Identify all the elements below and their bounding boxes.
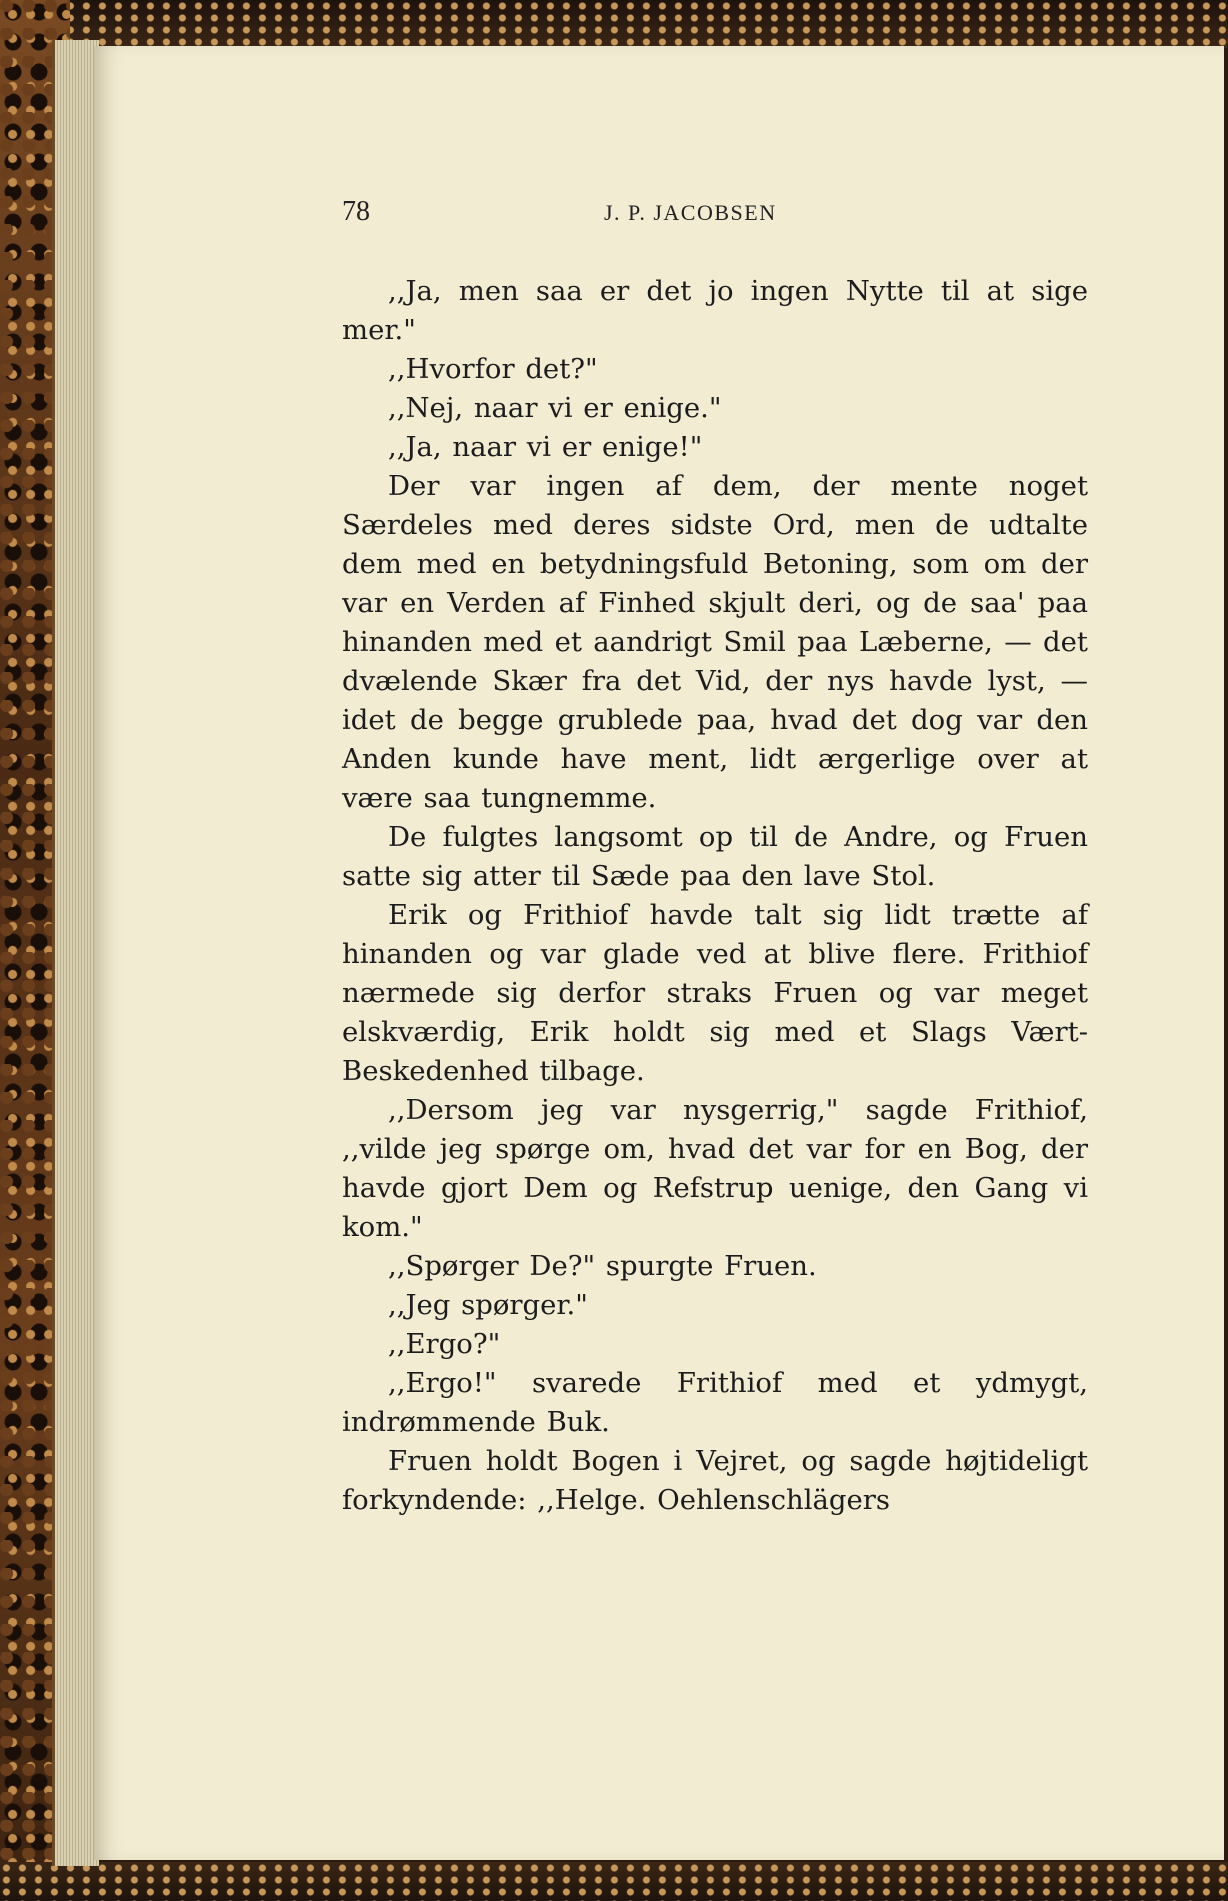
paragraph: ,,Ergo?" (388, 1328, 501, 1360)
body-text (342, 272, 1088, 1520)
paragraph: Der var ingen af dem, der mente noget Særdeles med deres sidste Ord, men de udtalte dem med en betydningsfuld Betoning, som om der var en Verden af Finhed skjult deri, og de saa' paa hinanden med et aandrigt Smil paa Læberne, — det dvælende Skær fra det Vid, der nys havde lyst, — idet de begge grublede paa, hvad det dog var den Anden kunde have ment, lidt ærgerlige over at være saa tungnemme. (342, 470, 1088, 814)
paragraph: De fulgtes langsomt op til de Andre, og Fruen satte sig atter til Sæde paa den lave Stol. (342, 821, 1088, 892)
paragraph: ,,Jeg spørger." (388, 1289, 588, 1321)
page-number: 78 (342, 196, 370, 227)
paragraph: ,,Ergo!" svarede Frithiof med et ydmygt, indrømmende Buk. (342, 1367, 1088, 1438)
book-cover-top (0, 0, 1228, 48)
paragraph: ,,Nej, naar vi er enige." (388, 392, 722, 424)
paragraph: Fruen holdt Bogen i Vejret, og sagde højtideligt forkyndende: ,,Helge. Oehlenschlägers (342, 1445, 1088, 1516)
page-header (342, 196, 1102, 236)
paragraph: ,,Ja, naar vi er enige!" (388, 431, 703, 463)
paragraph: ,,Dersom jeg var nysgerrig," sagde Frithiof, ,,vilde jeg spørge om, hvad det var for en Bog, der havde gjort Dem og Refstrup uenige, den Gang vi kom." (342, 1094, 1088, 1243)
running-head: J. P. JACOBSEN (604, 200, 777, 225)
paragraph: Erik og Frithiof havde talt sig lidt trætte af hinanden og var glade ved at blive flere. Frithiof nærmede sig derfor straks Fruen og var meget elskværdig, Erik holdt sig med et Slags Vært-Beskedenhed tilbage. (342, 899, 1088, 1087)
paragraph: ,,Ja, men saa er det jo ingen Nytte til at sige mer." (342, 275, 1088, 346)
paragraph: ,,Spørger De?" spurgte Fruen. (388, 1250, 817, 1282)
page-edges (52, 40, 99, 1866)
book-cover-bottom (0, 1862, 1228, 1901)
paragraph: ,,Hvorfor det?" (388, 353, 598, 385)
